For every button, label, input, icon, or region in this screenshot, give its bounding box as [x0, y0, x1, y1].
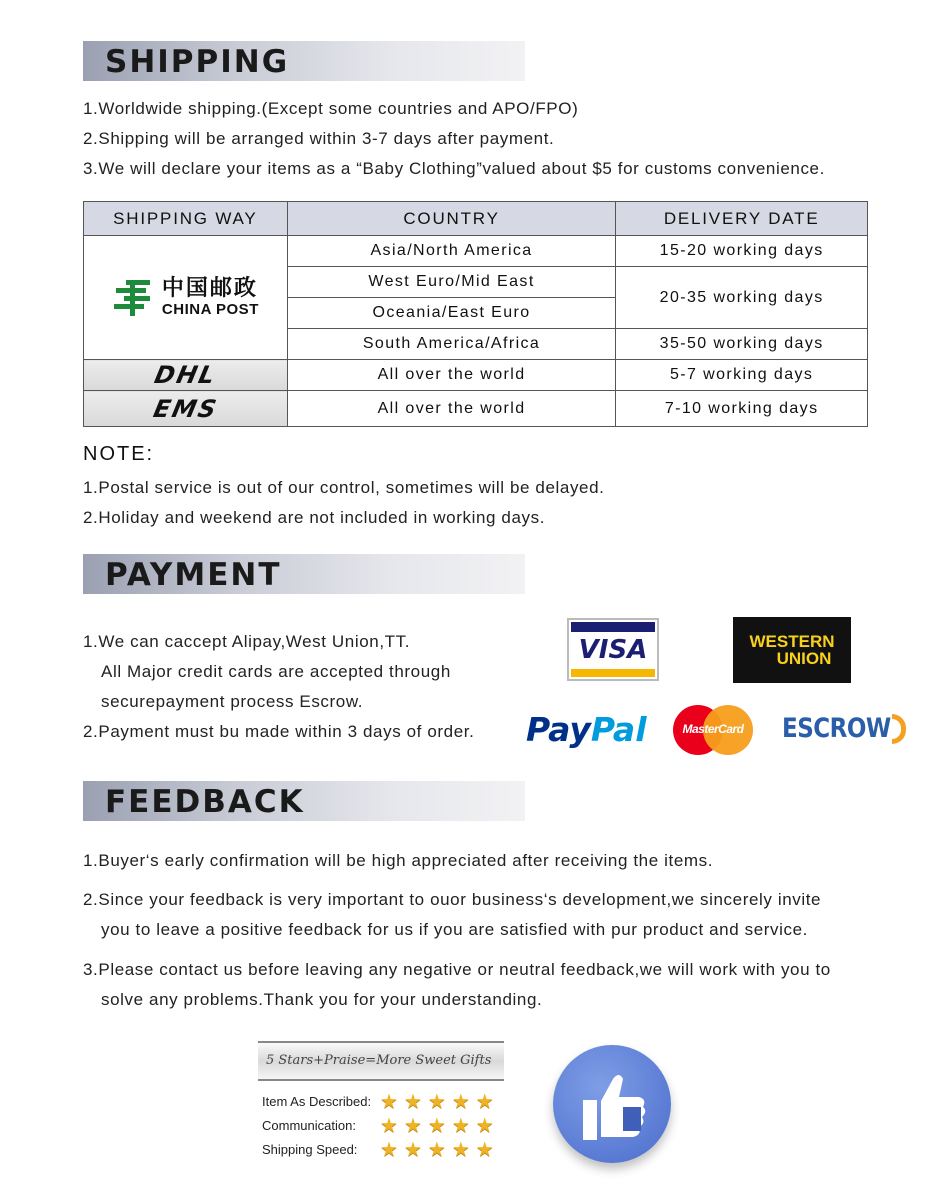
delivery-cell: 7-10 working days [616, 391, 868, 427]
western-union-line-2: UNION [776, 649, 832, 668]
mastercard-logo-icon [673, 705, 753, 755]
feedback-line-2: 2.Since your feedback is very important to ouor business‘s development,we sincerely invite [83, 890, 822, 909]
payment-section-header [83, 554, 525, 594]
visa-logo-icon [567, 618, 659, 681]
thumbs-up-icon [553, 1045, 671, 1163]
rating-banner-text: 5 Stars+Praise=More Sweet Gifts [266, 1053, 492, 1068]
table-row [84, 236, 868, 267]
shipping-table [83, 201, 868, 427]
star-icon: ★ [475, 1115, 494, 1137]
star-icon: ★ [475, 1091, 494, 1113]
note-title: NOTE: [83, 443, 155, 465]
ems-logo-icon: EMS [150, 394, 221, 423]
star-icon: ★ [475, 1139, 494, 1161]
star-icon: ★ [380, 1091, 398, 1113]
delivery-cell: 20-35 working days [616, 267, 868, 329]
payment-title: PAYMENT [105, 557, 282, 593]
star-icon: ★ [451, 1115, 470, 1137]
star-icon: ★ [403, 1115, 422, 1137]
star-icon: ★ [403, 1139, 422, 1161]
china-post-cn: 中国邮政 [161, 276, 258, 301]
feedback-section-header [83, 781, 525, 821]
paypal-pal: Pal [590, 710, 647, 749]
country-cell: Oceania/East Euro [287, 298, 616, 329]
shipping-line-2: 2.Shipping will be arranged within 3-7 days after payment. [83, 129, 555, 148]
star-icon: ★ [380, 1115, 398, 1137]
rating-label: Shipping Speed: [262, 1142, 358, 1157]
dhl-cell [84, 360, 288, 391]
paypal-pay: Pay [526, 710, 591, 749]
rating-banner [258, 1041, 504, 1081]
star-icon: ★ [451, 1091, 470, 1113]
country-cell: South America/Africa [287, 329, 616, 360]
star-icon: ★ [427, 1139, 446, 1161]
payment-line-1: 1.We can caccept Alipay,West Union,TT. [83, 632, 411, 651]
mastercard-label: MasterCard [682, 722, 744, 736]
header-shipping-way: SHIPPING WAY [84, 202, 288, 236]
country-cell: All over the world [287, 391, 616, 427]
rating-label: Item As Described: [262, 1094, 372, 1109]
western-union-logo-icon [733, 617, 851, 683]
feedback-line-1: 1.Buyer‘s early confirmation will be high appreciated after receiving the items. [83, 851, 714, 870]
shipping-line-3: 3.We will declare your items as a “Baby Clothing”valued about $5 for customs convenience. [83, 159, 825, 178]
ems-cell [84, 391, 288, 427]
payment-line-4: 2.Payment must bu made within 3 days of order. [83, 722, 475, 741]
shipping-line-1: 1.Worldwide shipping.(Except some countries and APO/FPO) [83, 99, 579, 118]
escrow-logo-icon [782, 714, 906, 744]
rating-row-item-described [262, 1089, 500, 1114]
feedback-line-4: 3.Please contact us before leaving any negative or neutral feedback,we will work with you to [83, 960, 831, 979]
country-cell: All over the world [287, 360, 616, 391]
shipping-section-header [83, 41, 525, 81]
shipping-table-header [84, 202, 868, 236]
star-icon: ★ [403, 1091, 422, 1113]
paypal-logo-icon [526, 710, 647, 749]
star-icon: ★ [427, 1115, 446, 1137]
country-cell: Asia/North America [287, 236, 616, 267]
china-post-en: CHINA POST [161, 301, 259, 318]
star-icon: ★ [427, 1091, 446, 1113]
header-delivery-date: DELIVERY DATE [616, 202, 868, 236]
delivery-cell: 5-7 working days [616, 360, 868, 391]
escrow-label: ESCROW [782, 714, 891, 744]
star-icon: ★ [451, 1139, 470, 1161]
china-post-icon [112, 278, 154, 318]
shipping-title: SHIPPING [105, 44, 290, 80]
dhl-logo-icon: DHL [151, 361, 220, 389]
delivery-cell: 35-50 working days [616, 329, 868, 360]
star-icon: ★ [380, 1139, 398, 1161]
payment-line-3: securepayment process Escrow. [101, 692, 364, 711]
china-post-cell [84, 236, 288, 360]
note-line-2: 2.Holiday and weekend are not included in working days. [83, 508, 546, 527]
feedback-line-5: solve any problems.Thank you for your understanding. [101, 990, 543, 1009]
rating-label: Communication: [262, 1118, 356, 1133]
payment-line-2: All Major credit cards are accepted through [101, 662, 451, 681]
country-cell: West Euro/Mid East [287, 267, 616, 298]
note-line-1: 1.Postal service is out of our control, sometimes will be delayed. [83, 478, 605, 497]
header-country: COUNTRY [287, 202, 616, 236]
rating-row-communication [262, 1113, 500, 1138]
visa-label: VISA [578, 635, 648, 665]
table-row [84, 360, 868, 391]
feedback-title: FEEDBACK [105, 784, 305, 820]
western-union-line-1: WESTERN [749, 632, 835, 651]
delivery-cell: 15-20 working days [616, 236, 868, 267]
table-row [84, 391, 868, 427]
feedback-line-3: you to leave a positive feedback for us if you are satisfied with pur product and service. [101, 920, 808, 939]
rating-row-shipping-speed [262, 1137, 500, 1162]
